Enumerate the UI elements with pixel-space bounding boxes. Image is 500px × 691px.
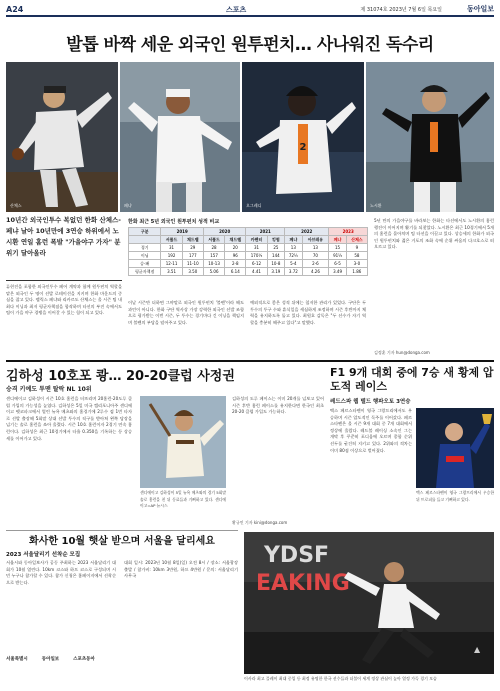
table-cell: 29 [182, 244, 203, 252]
article-lede: 10년간 외국인투수 복없던 한화 산체스-페냐 날아 10년만에 3연승 하위에서 노시환 연일 홈런 폭발 "가을야구 가자" 분위기 달아올라 [6, 216, 121, 257]
kim-byline: 황규인 기자 kini@donga.com [232, 520, 288, 525]
ad-title: 화사한 10월 햇살 받으며 서울을 달리세요 [29, 536, 215, 547]
photo-pena [120, 62, 240, 212]
table-subheader: 페냐 [285, 236, 302, 244]
table-cell: 3.51 [161, 268, 182, 276]
kim-photo [140, 396, 226, 488]
svg-text:▲: ▲ [474, 645, 481, 654]
article-body-col3: 예외적으로 좋은 성적 뒤에는 철저한 관리가 있었다. 구단은 두 투수의 투구 수와 휴식일을 세심하게 조정하며 시즌 후반까지 체력을 유지하도록 돕고 있다. 최원호 감독은 "두 선수가 자기 역할을 충분히 해주고 있다"고 말했다. [250, 300, 366, 325]
table-cell: 3-0 [346, 260, 367, 268]
table-cell: 192 [161, 252, 182, 260]
banner-text-2: EAKING [256, 571, 350, 596]
breakdance-caption: 이사라 최고 플레이 최대 중입 등 최정 유명한 한국 선수들과 더불어 세계 정상 관심이 높아 열정 가득 경기 모습 [244, 676, 437, 681]
table-cell: 31 [246, 244, 267, 252]
f1-photo-caption: 맥스 페르스타펜이 영국 그랑프리에서 우승한 뒤 트로피를 들고 기뻐하고 있다. [416, 490, 494, 502]
table-subheader: 카펜터 [246, 236, 267, 244]
main-headline: 발톱 바짝 세운 외국인 원투펀치… 사나워진 독수리 [66, 35, 434, 55]
table-cell: 12-11 [161, 260, 182, 268]
photo-caption: 노시환 [370, 203, 382, 208]
table-cell: 2-6 [302, 260, 329, 268]
table-title: 한화 최근 5년 외국인 원투펀치 성적 비교 [128, 219, 220, 225]
table-cell: 경기 [129, 244, 161, 252]
paper-logo: 동아일보 [466, 4, 494, 13]
table-header: 2021 [246, 228, 285, 236]
breakdance-photo [244, 532, 494, 674]
table-cell: 6.14 [225, 268, 246, 276]
table-cell: 4.41 [246, 268, 267, 276]
table-subheader: 페냐 [329, 236, 346, 244]
sponsor-donga: 동아일보 [41, 657, 60, 662]
pitcher-illustration [6, 62, 118, 212]
table-cell: 이닝 [129, 252, 161, 260]
dancer-illustration [244, 532, 494, 674]
stats-table [128, 218, 368, 298]
photo-noh-sihwan [366, 62, 494, 212]
table-cell: 2-8 [225, 260, 246, 268]
photo-sanchez [6, 62, 118, 212]
ad-sponsors [6, 656, 238, 668]
table-cell: 5.06 [203, 268, 224, 276]
f1-body: 맥스 페르스타펜이 영국 그랑프리에서도 우승하며 시즌 압도적인 독주를 이어갔다. 페르스타펜은 올 시즌 9개 대회 중 7개 대회에서 정상에 올랐다. 레드불 레이싱 소속인 그는 개막 후 꾸준히 포디움에 오르며 종합 순위 선두를 굳건히 지키고 있다. 2위와의 격차는 이미 80점 이상으로 벌어졌다. [330, 408, 412, 453]
article-body-col4: 5년 만의 가을야구를 바라보는 한화는 타선에서도 노시환의 홈런 행진이 이어지며 활기를 되찾았다. 노시환은 최근 10경기에서 5개의 홈런을 몰아치며 팀 타선을 이끌고 있다. 상승세의 한화가 외국인 원투펀치와 젊은 거포의 조화 속에 순위 싸움의 다크호스로 떠오르고 있다. [374, 218, 494, 250]
table-subheader: 서폴드 [161, 236, 182, 244]
seoul-run-ad [6, 532, 238, 672]
banner-text-1: YDSF [264, 543, 330, 568]
table-cell: 9 [346, 244, 367, 252]
table-subheader-row [129, 236, 368, 244]
f1-headline: F1 9개 대회 중에 7승 새 황제 압도적 레이스 [330, 366, 494, 393]
batter-illustration [140, 396, 226, 488]
sponsor-seoul: 서울특별시 [6, 657, 28, 662]
f1-photo [416, 408, 494, 488]
sponsor-sports-donga: 스포츠동아 [73, 657, 95, 662]
table-header: 구분 [129, 228, 161, 236]
table-cell: 15 [329, 244, 346, 252]
table-header-row [129, 228, 368, 236]
pitcher-illustration [120, 62, 240, 212]
divider [6, 280, 122, 281]
table-subheader [129, 236, 161, 244]
table-cell: 10-13 [203, 260, 224, 268]
table-cell: 13 [302, 244, 329, 252]
table-cell: 3.49 [329, 268, 346, 276]
table-cell: 157 [203, 252, 224, 260]
kim-body: 샌디에이고 김하성이 시즌 10호 홈런을 터뜨리며 20홈런-20도루 클럽 가입의 가능성을 높였다. 김하성은 5일 미국 캘리포니아주 샌디에이고 펫코파크에서 열린 뉴욕 메츠와의 홈경기에 2루수 겸 1번 타자로 선발 출장해 5회말 상대 선발 투수의 직구를 받아쳐 왼쪽 담장을 넘기는 솔로 홈런을 쏘아 올렸다. 시즌 10호 홈런이자 2경기 연속 홈런이다. 김하성은 최근 10경기에서 타율 0.350을 기록하는 등 상승세를 이어가고 있다. [6, 396, 132, 441]
table-cell: 3.50 [182, 268, 203, 276]
table-row [129, 252, 368, 260]
table-cell: 10-8 [267, 260, 285, 268]
batter-illustration [366, 62, 494, 212]
table-cell: 170⅓ [246, 252, 267, 260]
table-cell: 25 [267, 244, 285, 252]
table-row [129, 268, 368, 276]
kim-photo-caption: 샌디에이고 김하성이 5일 뉴욕 메츠와의 경기 5회말 솔로 홈런을 친 뒤 동료들과 기뻐하고 있다. 샌디에이고=AP 뉴시스 [140, 490, 226, 509]
ad-divider [6, 530, 238, 531]
ad-body-right: 대회 일시: 2023년 10월 8일(일) 오전 8시 / 장소: 서울광장 출발 / 참가비: 10km 3만원, 하프 4만원 / 문의: 서울달리기 사무국 [124, 560, 238, 579]
table-header: 2019 [161, 228, 204, 236]
table-header: 2022 [285, 228, 329, 236]
table-subheader: 킹험 [267, 236, 285, 244]
table-cell: 20 [225, 244, 246, 252]
table-cell: 승-패 [129, 260, 161, 268]
table-subheader: 서폴드 [203, 236, 224, 244]
photo-ogrady [242, 62, 364, 212]
driver-illustration [416, 408, 494, 488]
table-cell: 58 [346, 252, 367, 260]
table-cell: 96 [225, 252, 246, 260]
table-subheader: 채드벨 [225, 236, 246, 244]
table-subheader: 아브레유 [302, 236, 329, 244]
table-cell: 6-5 [329, 260, 346, 268]
issue-info: 제 31074호 2023년 7월 6일 목요일 [360, 7, 442, 13]
photo-strip [6, 62, 494, 212]
table-cell: 6-12 [246, 260, 267, 268]
table-header: 2020 [203, 228, 245, 236]
table-cell: 13 [285, 244, 302, 252]
table-subheader: 산체스 [346, 236, 367, 244]
table-cell: 4.26 [302, 268, 329, 276]
table-row [129, 244, 368, 252]
table-header: 2023 [329, 228, 368, 236]
table-cell: 1.86 [346, 268, 367, 276]
table-cell: 3.72 [285, 268, 302, 276]
table-cell: 11-10 [182, 260, 203, 268]
ad-subtitle: 2023 서울달리기 선착순 모집 [6, 552, 81, 558]
table-cell: 144 [267, 252, 285, 260]
article-body-col2: 이날 시즌만 더하면 그야말로 외국인 원투펀치 '불펜'이라 해도 과언이 아니다. 한화 구단 역사상 가장 강력한 외국인 선발 조합으로 평가받는 이번 시즌, 두 투수는 경기마다 긴 이닝을 책임지며 불펜의 부담을 덜어주고 있다. [128, 300, 244, 325]
f1-subheadline: 레드스파 웹 텔드 행파오토 3연승 [330, 399, 411, 405]
table-cell: 5-4 [285, 260, 302, 268]
section-label: 스포츠 [226, 6, 247, 14]
batter-illustration [242, 62, 364, 212]
svg-text:2: 2 [299, 142, 307, 153]
table-row [129, 260, 368, 268]
table-cell: 177 [182, 252, 203, 260]
table-cell: 70 [302, 252, 329, 260]
kim-headline: 김하성 10호포 쾅… 20-20클럽 사정권 [6, 369, 235, 384]
table-cell: 91⅓ [329, 252, 346, 260]
table-subheader: 채드벨 [182, 236, 203, 244]
photo-caption: 페냐 [124, 203, 132, 208]
stats-grid [128, 227, 368, 276]
table-cell: 31 [161, 244, 182, 252]
byline: 김정훈 기자 hun@donga.com [374, 350, 430, 355]
table-cell: 28 [203, 244, 224, 252]
photo-caption: 오그레디 [246, 203, 262, 208]
table-cell: 3.19 [267, 268, 285, 276]
photo-caption: 산체스 [10, 203, 22, 208]
kim-subheadline: 승격 키예도 투맨 탈락 NL 10위 [6, 386, 92, 393]
table-cell: 평균자책점 [129, 268, 161, 276]
table-cell: 72⅓ [285, 252, 302, 260]
kim-body-2: 김하성의 도루 페이스는 이미 20개를 넘보고 있어 시즌 후반 홈런 페이스를 유지한다면 한국인 최초 20-20 클럽 가입도 가능하다. [232, 396, 324, 415]
ad-body-left: 서울시와 동아일보사가 공동 주최하는 2023 서울달리기 대회가 10월 열린다. 10km 코스와 하프 코스로 구성되며 시민 누구나 참가할 수 있다. 참가 신청은 홈페이지에서 선착순으로 받는다. [6, 560, 116, 585]
section-divider [6, 360, 494, 362]
page-number: A24 [6, 5, 24, 14]
article-body-col1: 류현진을 포함한 외국인투수 페어 계약과 함께 원투펀치 역할을 맡은 외국인 두 명이 선발 로테이션을 지키며 한화 마운드의 중심을 잡고 있다. 펠릭스 페냐와 리카르도 산체스는 올 시즌 팀 내 최다 이닝과 최저 평균자책점을 합작하며 타선의 부진 속에서도 팀이 가을 야구 경쟁을 이어갈 수 있는 힘이 되고 있다. [6, 284, 122, 316]
page-header [6, 3, 494, 17]
